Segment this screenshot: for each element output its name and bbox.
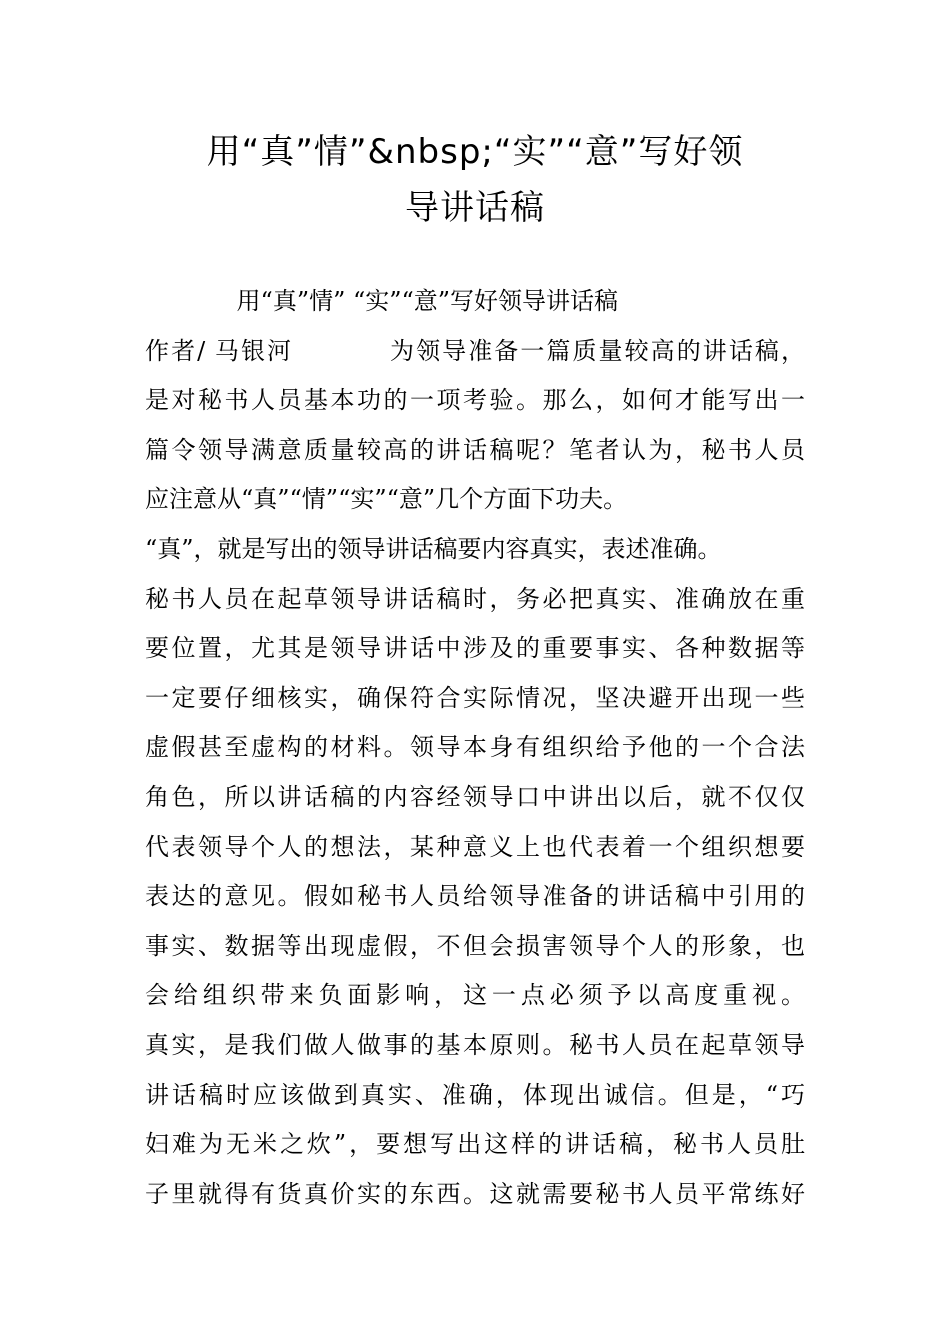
body-line: 是对秘书人员基本功的一项考验。那么，如何才能写出一 — [145, 386, 805, 415]
body-line: 表达的意见。假如秘书人员给领导准备的讲话稿中引用的 — [145, 882, 805, 911]
body-line: 真实，是我们做人做事的基本原则。秘书人员在起草领导 — [145, 1030, 805, 1059]
body-line: 应注意从“真”“情”“实”“意”几个方面下功夫。 — [145, 485, 628, 514]
body-line: 用“真”情” “实”“意”写好领导讲话稿 — [145, 287, 619, 315]
body-line: 篇令领导满意质量较高的讲话稿呢？笔者认为，秘书人员 — [145, 435, 805, 464]
document-title — [120, 124, 830, 236]
body-line: 秘书人员在起草领导讲话稿时，务必把真实、准确放在重 — [145, 584, 805, 613]
body-line: 作者/ 马银河 为领导准备一篇质量较高的讲话稿， — [145, 336, 805, 365]
body-line: 会给组织带来负面影响，这一点必须予以高度重视。 — [145, 981, 805, 1010]
body-line: 讲话稿时应该做到真实、准确，体现出诚信。但是，“巧 — [145, 1080, 805, 1109]
body-line: 虚假甚至虚构的材料。领导本身有组织给予他的一个合法 — [145, 733, 805, 762]
title-line-2: 导讲话稿 — [405, 188, 545, 228]
body-line: 代表领导个人的想法，某种意义上也代表着一个组织想要 — [145, 832, 805, 861]
body-line: 角色，所以讲话稿的内容经领导口中讲出以后，就不仅仅 — [145, 782, 805, 811]
title-line-1: 用“真”情”&nbsp;“实”“意”写好领 — [206, 132, 744, 172]
body-line: 子里就得有货真价实的东西。这就需要秘书人员平常练好 — [145, 1179, 805, 1208]
body-line: 事实、数据等出现虚假，不但会损害领导个人的形象，也 — [145, 931, 805, 960]
body-line: 要位置，尤其是领导讲话中涉及的重要事实、各种数据等 — [145, 634, 805, 663]
body-line: 妇难为无米之炊”，要想写出这样的讲话稿，秘书人员肚 — [145, 1130, 805, 1159]
body-line: “真”，就是写出的领导讲话稿要内容真实，表述准确。 — [145, 534, 722, 563]
document-body — [145, 277, 825, 1219]
body-line: 一定要仔细核实，确保符合实际情况，坚决避开出现一些 — [145, 683, 805, 712]
